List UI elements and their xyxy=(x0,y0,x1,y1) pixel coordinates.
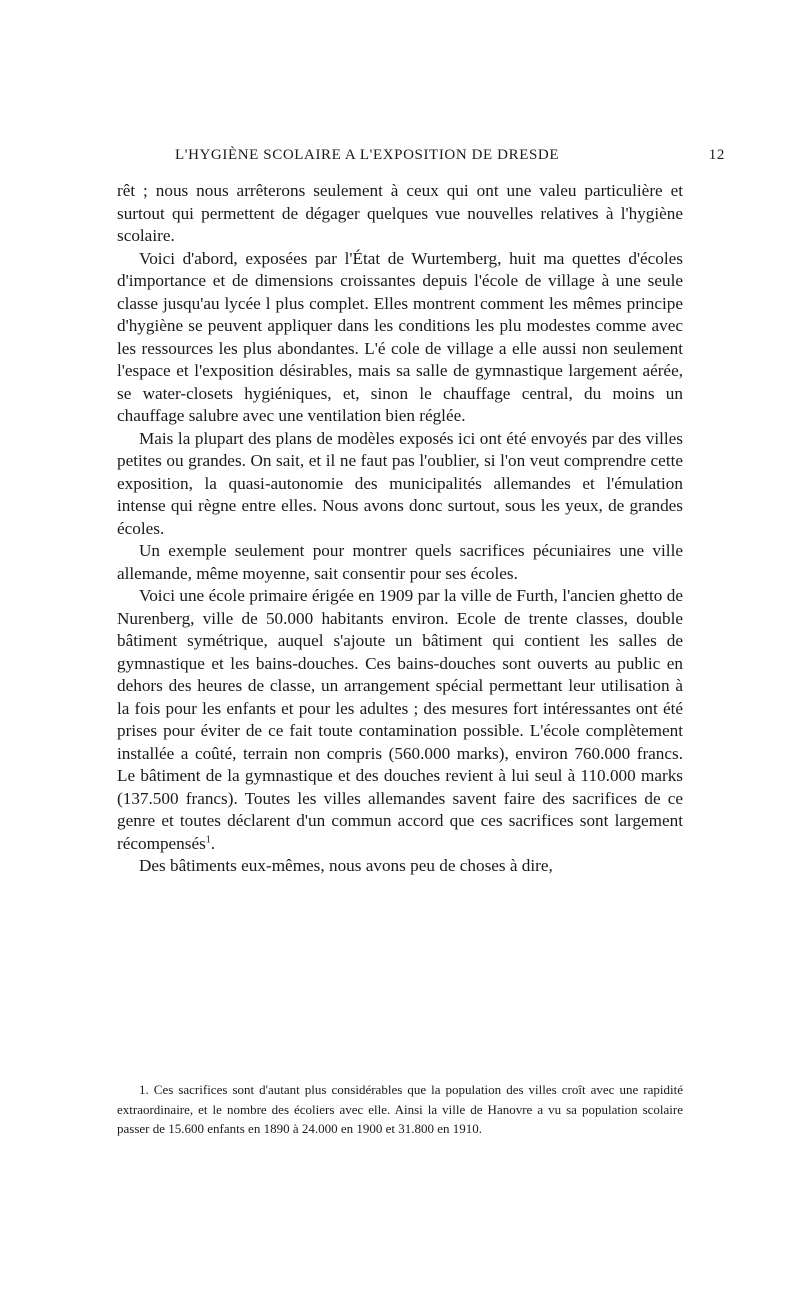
paragraph-3: Mais la plupart des plans de modèles exposés ici ont été envoyés par des villes petites ou grandes. On sait, et il ne faut pas l'oublier, si l'on veut comprendre cette exposition, la quasi-autonomie des municipalités allemandes et l'émulation intense qui règne entre elles. Nous avons donc surtout, sous les yeux, de grandes écoles. xyxy=(117,428,683,538)
paragraph-6: Des bâtiments eux-mêmes, nous avons peu de choses à dire, xyxy=(139,856,553,875)
running-head xyxy=(175,147,725,169)
page-number: 12 xyxy=(708,147,725,163)
paragraph-5-end: . xyxy=(210,833,216,853)
paragraph-4: Un exemple seulement pour montrer quels sacrifices pécuniaires une ville allemande, même moyenne, sait consentir pour ses écoles. xyxy=(117,541,683,583)
running-title: L'HYGIÈNE SCOLAIRE A L'EXPOSITION DE DRESDE xyxy=(175,147,560,163)
paragraph-5-text: Voici une école primaire érigée en 1909 par la ville de Furth, l'ancien ghetto de Nurenberg, ville de 50.000 habitants environ. Ecole de trente classes, double bâtiment symétrique, auquel s'ajoute un bâtiment qui contient les salles de gymnastique et les bains-douches. Ces bains-douches sont ouverts au public en dehors des heures de classe, un arrangement spécial permettant leur utilisation à la fois pour les enfants et pour les adultes ; des mesures fort intéressantes ont été prises pour éviter de ce fait toute contamination possible. L'école complètement installée a coûté, terrain non compris (560.000 marks), environ 760.000 francs. Le bâtiment de la gymnastique et des douches revient à lui seul à 110.000 marks (137.500 francs). Toutes les villes allemandes savent faire des sacrifices de ce genre et toutes déclarent d'un commun accord que ces sacrifices sont largement récompensés xyxy=(117,586,683,853)
paragraph-2: Voici d'abord, exposées par l'État de Wurtemberg, huit ma quettes d'écoles d'importance et de dimensions croissantes depuis l'école de village à une seule classe jusqu'au lycée l plus complet. Elles montrent comment les mêmes principe d'hygiène se peuvent appliquer dans les conditions les plu modestes comme avec les ressources les plus abondantes. L'é cole de village a elle aussi non seulement l'espace et l'exposition désirables, mais sa salle de gymnastique largement aérée, se water-closets hygiéniques, et, sinon le chauffage central, du moins un chauffage salubre avec une ventilation bien réglée. xyxy=(117,248,683,425)
body-text xyxy=(117,180,683,878)
footnote-reference[interactable]: 1 xyxy=(205,833,211,845)
footnote-text: 1. Ces sacrifices sont d'autant plus considérables que la population des villes croît avec une rapidité extraordinaire, et le nombre des écoliers avec elle. Ainsi la ville de Hanovre a vu sa population scolaire passer de 15.600 enfants en 1890 à 24.000 en 1900 et 31.800 en 1910. xyxy=(117,1082,683,1136)
paragraph-5 xyxy=(117,585,683,855)
paragraph-1: rêt ; nous nous arrêterons seulement à ceux qui ont une valeu particulière et surtout qui permettent de dégager quelques vue nouvelles relatives à l'hygiène scolaire. xyxy=(117,181,683,245)
book-page xyxy=(117,0,725,1304)
footnote xyxy=(117,1080,683,1139)
